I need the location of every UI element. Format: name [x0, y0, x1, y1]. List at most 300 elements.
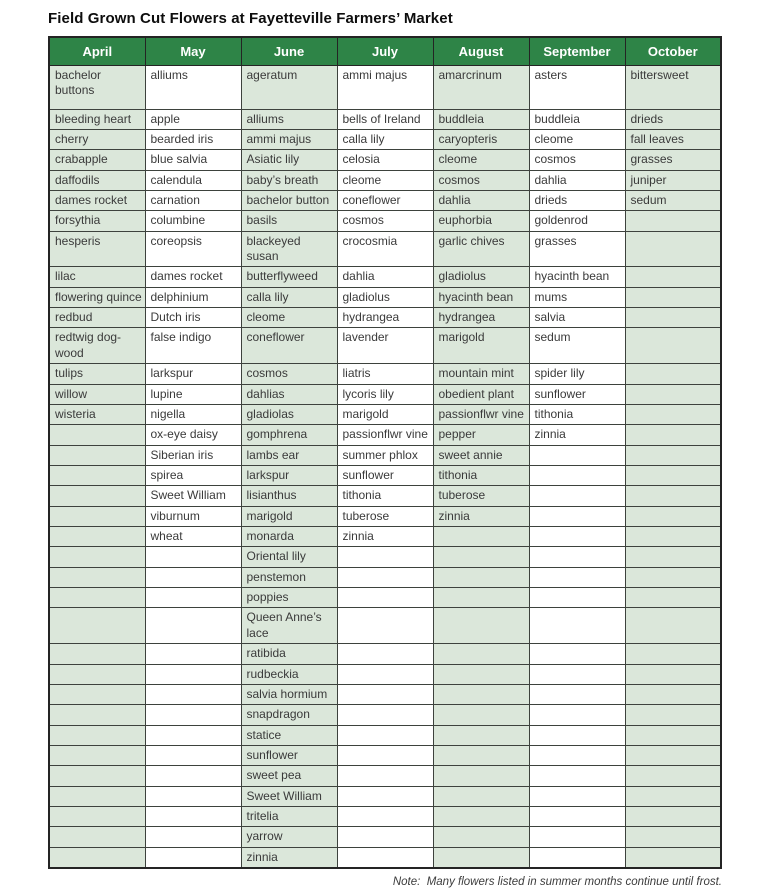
- table-header-row: [49, 37, 721, 65]
- table-cell: [433, 786, 529, 806]
- table-cell: forsythia: [49, 211, 145, 231]
- table-cell: hydrangea: [433, 308, 529, 328]
- table-cell: [625, 588, 721, 608]
- table-cell: [49, 847, 145, 868]
- table-cell: [49, 445, 145, 465]
- table-cell: [337, 705, 433, 725]
- table-cell: apple: [145, 109, 241, 129]
- table-cell: [49, 684, 145, 704]
- table-cell: lycoris lily: [337, 384, 433, 404]
- table-cell: [529, 664, 625, 684]
- table-cell: basils: [241, 211, 337, 231]
- table-cell: [433, 644, 529, 664]
- table-cell: [433, 567, 529, 587]
- table-cell: [433, 807, 529, 827]
- table-row: [49, 644, 721, 664]
- table-cell: Queen Anne’s lace: [241, 608, 337, 644]
- table-cell: [337, 664, 433, 684]
- column-header-june: June: [241, 37, 337, 65]
- table-cell: [49, 506, 145, 526]
- table-cell: [145, 807, 241, 827]
- table-cell: buddleia: [433, 109, 529, 129]
- table-cell: penstemon: [241, 567, 337, 587]
- table-cell: monarda: [241, 527, 337, 547]
- table-cell: [337, 746, 433, 766]
- table-cell: zinnia: [433, 506, 529, 526]
- table-cell: gomphrena: [241, 425, 337, 445]
- table-row: [49, 725, 721, 745]
- table-cell: zinnia: [337, 527, 433, 547]
- table-cell: gladiolus: [337, 287, 433, 307]
- table-cell: [625, 705, 721, 725]
- table-row: [49, 308, 721, 328]
- table-cell: cleome: [433, 150, 529, 170]
- table-cell: [433, 827, 529, 847]
- table-cell: redbud: [49, 308, 145, 328]
- table-cell: coreopsis: [145, 231, 241, 267]
- table-cell: calendula: [145, 170, 241, 190]
- table-cell: bittersweet: [625, 65, 721, 109]
- table-cell: [625, 786, 721, 806]
- table-cell: [433, 746, 529, 766]
- table-cell: cleome: [529, 129, 625, 149]
- table-cell: [625, 328, 721, 364]
- table-cell: tulips: [49, 364, 145, 384]
- table-cell: [529, 547, 625, 567]
- table-cell: [49, 588, 145, 608]
- table-cell: sweet pea: [241, 766, 337, 786]
- table-header: [49, 37, 721, 65]
- table-row: [49, 608, 721, 644]
- table-cell: Dutch iris: [145, 308, 241, 328]
- table-cell: coneflower: [337, 190, 433, 210]
- table-cell: [49, 608, 145, 644]
- table-row: [49, 364, 721, 384]
- table-cell: salvia hormium: [241, 684, 337, 704]
- table-cell: [145, 705, 241, 725]
- table-cell: marigold: [433, 328, 529, 364]
- table-cell: gladiolas: [241, 404, 337, 424]
- table-cell: crocosmia: [337, 231, 433, 267]
- table-cell: [625, 506, 721, 526]
- table-cell: [337, 725, 433, 745]
- table-cell: [529, 684, 625, 704]
- table-cell: [529, 786, 625, 806]
- table-cell: carnation: [145, 190, 241, 210]
- table-cell: [145, 644, 241, 664]
- table-cell: sunflower: [337, 465, 433, 485]
- table-cell: redtwig dog-wood: [49, 328, 145, 364]
- table-cell: [337, 807, 433, 827]
- table-cell: [625, 486, 721, 506]
- table-cell: dahlia: [433, 190, 529, 210]
- table-cell: pepper: [433, 425, 529, 445]
- table-row: [49, 847, 721, 868]
- table-cell: [433, 527, 529, 547]
- table-cell: [529, 847, 625, 868]
- table-cell: liatris: [337, 364, 433, 384]
- table-cell: nigella: [145, 404, 241, 424]
- table-cell: [145, 746, 241, 766]
- table-cell: goldenrod: [529, 211, 625, 231]
- table-cell: [145, 847, 241, 868]
- table-cell: yarrow: [241, 827, 337, 847]
- table-cell: mountain mint: [433, 364, 529, 384]
- table-cell: [49, 725, 145, 745]
- table-cell: calla lily: [337, 129, 433, 149]
- table-cell: blue salvia: [145, 150, 241, 170]
- table-cell: [337, 588, 433, 608]
- table-cell: [529, 445, 625, 465]
- table-cell: [49, 567, 145, 587]
- table-cell: [145, 664, 241, 684]
- table-cell: [145, 608, 241, 644]
- table-cell: marigold: [337, 404, 433, 424]
- table-cell: [529, 705, 625, 725]
- table-cell: cleome: [241, 308, 337, 328]
- table-row: [49, 231, 721, 267]
- table-cell: [145, 766, 241, 786]
- table-cell: cleome: [337, 170, 433, 190]
- table-cell: [433, 547, 529, 567]
- table-cell: cosmos: [241, 364, 337, 384]
- table-cell: [625, 267, 721, 287]
- table-row: [49, 786, 721, 806]
- table-cell: [145, 547, 241, 567]
- table-cell: juniper: [625, 170, 721, 190]
- table-row: [49, 129, 721, 149]
- table-row: [49, 267, 721, 287]
- table-cell: [529, 644, 625, 664]
- table-cell: [625, 664, 721, 684]
- table-cell: alliums: [145, 65, 241, 109]
- table-cell: [529, 807, 625, 827]
- table-cell: delphinium: [145, 287, 241, 307]
- table-cell: salvia: [529, 308, 625, 328]
- table-cell: Asiatic lily: [241, 150, 337, 170]
- table-cell: [337, 827, 433, 847]
- table-cell: tuberose: [337, 506, 433, 526]
- table-cell: tuberose: [433, 486, 529, 506]
- table-row: [49, 211, 721, 231]
- table-cell: [625, 527, 721, 547]
- table-cell: bachelor buttons: [49, 65, 145, 109]
- table-cell: [625, 684, 721, 704]
- table-cell: [145, 725, 241, 745]
- table-cell: [49, 486, 145, 506]
- table-cell: [625, 308, 721, 328]
- table-cell: baby’s breath: [241, 170, 337, 190]
- table-cell: lilac: [49, 267, 145, 287]
- table-row: [49, 425, 721, 445]
- table-cell: sedum: [625, 190, 721, 210]
- table-cell: amarcrinum: [433, 65, 529, 109]
- table-cell: bells of Ireland: [337, 109, 433, 129]
- table-cell: [49, 807, 145, 827]
- table-row: [49, 150, 721, 170]
- table-cell: cosmos: [337, 211, 433, 231]
- table-cell: [625, 547, 721, 567]
- table-row: [49, 506, 721, 526]
- table-cell: [433, 705, 529, 725]
- table-row: [49, 465, 721, 485]
- table-cell: [625, 746, 721, 766]
- table-cell: [625, 847, 721, 868]
- table-cell: [49, 547, 145, 567]
- table-cell: false indigo: [145, 328, 241, 364]
- table-cell: dahlia: [337, 267, 433, 287]
- table-cell: [625, 807, 721, 827]
- footnote: Note: Many flowers listed in summer months continue until frost.: [392, 876, 722, 888]
- table-cell: Siberian iris: [145, 445, 241, 465]
- table-cell: [49, 766, 145, 786]
- table-cell: ammi majus: [337, 65, 433, 109]
- table-cell: viburnum: [145, 506, 241, 526]
- column-header-september: September: [529, 37, 625, 65]
- table-cell: [49, 465, 145, 485]
- table-row: [49, 445, 721, 465]
- table-cell: zinnia: [241, 847, 337, 868]
- table-cell: obedient plant: [433, 384, 529, 404]
- table-cell: [433, 847, 529, 868]
- table-cell: cherry: [49, 129, 145, 149]
- table-cell: poppies: [241, 588, 337, 608]
- table-row: [49, 384, 721, 404]
- table-row: [49, 328, 721, 364]
- table-cell: ox-eye daisy: [145, 425, 241, 445]
- column-header-august: August: [433, 37, 529, 65]
- table-cell: ammi majus: [241, 129, 337, 149]
- table-cell: [625, 211, 721, 231]
- table-row: [49, 65, 721, 109]
- table-cell: drieds: [625, 109, 721, 129]
- table-cell: [625, 827, 721, 847]
- table-cell: blackeyed susan: [241, 231, 337, 267]
- table-cell: larkspur: [241, 465, 337, 485]
- table-cell: sweet annie: [433, 445, 529, 465]
- table-cell: willow: [49, 384, 145, 404]
- table-cell: fall leaves: [625, 129, 721, 149]
- table-cell: caryopteris: [433, 129, 529, 149]
- table-cell: [625, 384, 721, 404]
- table-cell: [529, 486, 625, 506]
- table-cell: calla lily: [241, 287, 337, 307]
- column-header-october: October: [625, 37, 721, 65]
- table-cell: [625, 567, 721, 587]
- table-cell: [625, 766, 721, 786]
- table-cell: snapdragon: [241, 705, 337, 725]
- table-cell: [529, 567, 625, 587]
- table-cell: hyacinth bean: [529, 267, 625, 287]
- table-cell: [49, 786, 145, 806]
- table-cell: bleeding heart: [49, 109, 145, 129]
- table-cell: [433, 664, 529, 684]
- table-cell: gladiolus: [433, 267, 529, 287]
- table-row: [49, 705, 721, 725]
- table-cell: ageratum: [241, 65, 337, 109]
- column-header-july: July: [337, 37, 433, 65]
- table-cell: alliums: [241, 109, 337, 129]
- table-cell: asters: [529, 65, 625, 109]
- table-cell: rudbeckia: [241, 664, 337, 684]
- table-row: [49, 404, 721, 424]
- table-cell: [529, 527, 625, 547]
- table-cell: summer phlox: [337, 445, 433, 465]
- table-cell: lambs ear: [241, 445, 337, 465]
- table-cell: [145, 684, 241, 704]
- table-cell: passionflwr vine: [433, 404, 529, 424]
- table-cell: [49, 425, 145, 445]
- table-cell: larkspur: [145, 364, 241, 384]
- table-cell: [529, 766, 625, 786]
- table-cell: [433, 725, 529, 745]
- table-cell: [433, 588, 529, 608]
- table-cell: cosmos: [433, 170, 529, 190]
- table-cell: lupine: [145, 384, 241, 404]
- table-cell: coneflower: [241, 328, 337, 364]
- table-row: [49, 766, 721, 786]
- table-cell: [49, 644, 145, 664]
- table-row: [49, 827, 721, 847]
- table-row: [49, 190, 721, 210]
- table-cell: [625, 725, 721, 745]
- table-cell: [49, 746, 145, 766]
- table-cell: [433, 766, 529, 786]
- table-cell: tithonia: [433, 465, 529, 485]
- table-cell: [337, 644, 433, 664]
- table-cell: lavender: [337, 328, 433, 364]
- table-cell: [49, 664, 145, 684]
- table-cell: daffodils: [49, 170, 145, 190]
- table-row: [49, 547, 721, 567]
- table-cell: [529, 827, 625, 847]
- table-cell: [529, 506, 625, 526]
- table-cell: [625, 644, 721, 664]
- table-cell: [337, 847, 433, 868]
- table-row: [49, 807, 721, 827]
- table-cell: dames rocket: [49, 190, 145, 210]
- table-cell: [337, 786, 433, 806]
- table-cell: [337, 567, 433, 587]
- table-cell: [337, 684, 433, 704]
- table-cell: Oriental lily: [241, 547, 337, 567]
- table-cell: spirea: [145, 465, 241, 485]
- table-cell: euphorbia: [433, 211, 529, 231]
- table-cell: dahlia: [529, 170, 625, 190]
- table-cell: wisteria: [49, 404, 145, 424]
- table-cell: buddleia: [529, 109, 625, 129]
- table-row: [49, 486, 721, 506]
- table-cell: dames rocket: [145, 267, 241, 287]
- table-cell: [529, 465, 625, 485]
- table-cell: sunflower: [529, 384, 625, 404]
- table-cell: [145, 786, 241, 806]
- table-cell: bachelor button: [241, 190, 337, 210]
- table-cell: crabapple: [49, 150, 145, 170]
- table-cell: [49, 705, 145, 725]
- table-row: [49, 664, 721, 684]
- table-cell: [145, 827, 241, 847]
- table-cell: dahlias: [241, 384, 337, 404]
- table-cell: lisianthus: [241, 486, 337, 506]
- table-cell: spider lily: [529, 364, 625, 384]
- table-row: [49, 287, 721, 307]
- table-cell: [433, 608, 529, 644]
- table-cell: tithonia: [337, 486, 433, 506]
- table-cell: [529, 608, 625, 644]
- table-row: [49, 567, 721, 587]
- flowers-by-month-table: [48, 36, 722, 869]
- table-cell: [625, 287, 721, 307]
- table-cell: sunflower: [241, 746, 337, 766]
- table-cell: [625, 445, 721, 465]
- table-cell: celosia: [337, 150, 433, 170]
- table-row: [49, 527, 721, 547]
- table-cell: hyacinth bean: [433, 287, 529, 307]
- table-cell: [337, 766, 433, 786]
- table-cell: hydrangea: [337, 308, 433, 328]
- table-cell: zinnia: [529, 425, 625, 445]
- table-cell: grasses: [625, 150, 721, 170]
- table-cell: [49, 827, 145, 847]
- page-title: Field Grown Cut Flowers at Fayetteville Farmers’ Market: [48, 10, 453, 27]
- table-row: [49, 109, 721, 129]
- table-cell: passionflwr vine: [337, 425, 433, 445]
- table-cell: garlic chives: [433, 231, 529, 267]
- column-header-april: April: [49, 37, 145, 65]
- table-cell: [529, 725, 625, 745]
- table-cell: [529, 588, 625, 608]
- table-cell: [49, 527, 145, 547]
- table-cell: tritelia: [241, 807, 337, 827]
- table-row: [49, 746, 721, 766]
- table-cell: [529, 746, 625, 766]
- table-cell: wheat: [145, 527, 241, 547]
- table-cell: butterflyweed: [241, 267, 337, 287]
- table-cell: marigold: [241, 506, 337, 526]
- table-cell: drieds: [529, 190, 625, 210]
- table-cell: [625, 608, 721, 644]
- table-cell: bearded iris: [145, 129, 241, 149]
- column-header-may: May: [145, 37, 241, 65]
- table-cell: Sweet William: [145, 486, 241, 506]
- table-cell: Sweet William: [241, 786, 337, 806]
- table-cell: [625, 465, 721, 485]
- table-cell: grasses: [529, 231, 625, 267]
- table-cell: [625, 364, 721, 384]
- table-cell: [625, 404, 721, 424]
- table-cell: [145, 567, 241, 587]
- table-cell: [625, 231, 721, 267]
- table-cell: [337, 608, 433, 644]
- table-row: [49, 588, 721, 608]
- table-cell: [625, 425, 721, 445]
- table-cell: flowering quince: [49, 287, 145, 307]
- table-cell: [337, 547, 433, 567]
- table-cell: sedum: [529, 328, 625, 364]
- table-cell: columbine: [145, 211, 241, 231]
- table-cell: cosmos: [529, 150, 625, 170]
- table-cell: tithonia: [529, 404, 625, 424]
- table-cell: hesperis: [49, 231, 145, 267]
- table-cell: statice: [241, 725, 337, 745]
- table-cell: mums: [529, 287, 625, 307]
- table-cell: ratibida: [241, 644, 337, 664]
- table-row: [49, 170, 721, 190]
- table-row: [49, 684, 721, 704]
- table-cell: [433, 684, 529, 704]
- table-cell: [145, 588, 241, 608]
